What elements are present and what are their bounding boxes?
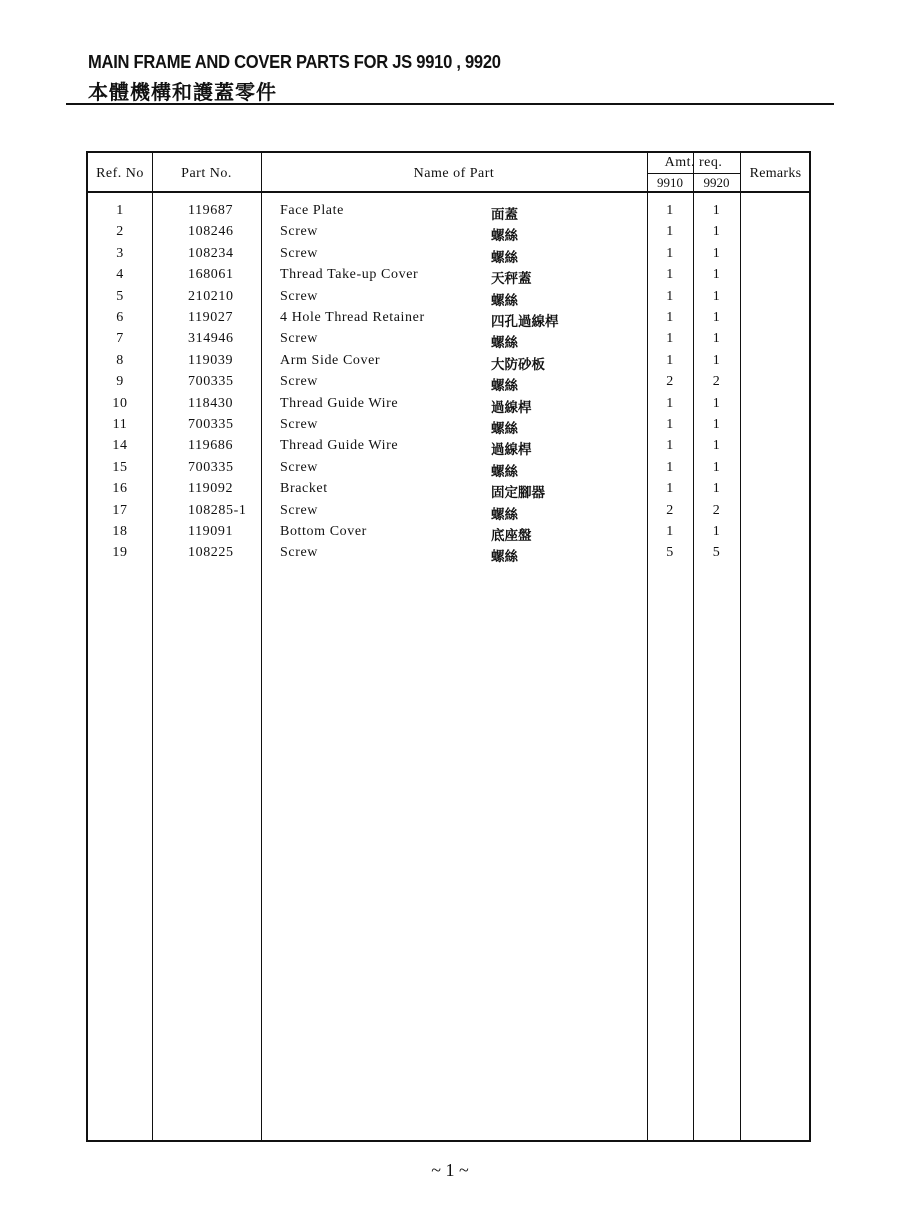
- ref-no-cell: 7: [116, 331, 124, 347]
- ref-no-cell: 3: [116, 245, 124, 261]
- part-name-zh-cell: 螺絲: [491, 506, 518, 523]
- part-name-cell: Bracket: [280, 481, 328, 497]
- table-row: [88, 289, 813, 310]
- part-no-cell: 700335: [188, 374, 234, 390]
- qty-9910-cell: 1: [666, 310, 674, 325]
- part-name-cell: Thread Take-up Cover: [280, 267, 419, 283]
- part-name-zh-cell: 螺絲: [491, 549, 518, 566]
- ref-no-cell: 1: [116, 203, 124, 218]
- ref-no-cell: 10: [112, 395, 128, 411]
- part-name-cell: Thread Guide Wire: [280, 438, 399, 454]
- part-no-cell: 314946: [188, 331, 234, 347]
- table-row: [88, 545, 813, 566]
- part-name-zh-cell: 底座盤: [491, 528, 532, 544]
- part-name-zh-cell: 螺絲: [491, 421, 518, 437]
- parts-table: [86, 151, 811, 1142]
- qty-9920-cell: 1: [712, 524, 721, 539]
- part-no-cell: 118430: [188, 395, 234, 411]
- part-name-cell: Arm Side Cover: [280, 352, 381, 368]
- part-name-zh-cell: 螺絲: [491, 228, 518, 245]
- qty-9920-cell: 1: [712, 481, 721, 497]
- header-amt-req: Amt. req.: [664, 155, 723, 170]
- qty-9920-cell: 1: [712, 417, 721, 432]
- title-divider: [66, 103, 834, 105]
- page-number: ~ 1 ~: [431, 1160, 469, 1180]
- qty-9920-cell: 5: [712, 545, 721, 561]
- part-name-cell: Screw: [280, 459, 318, 475]
- part-no-cell: 119039: [188, 352, 234, 368]
- part-name-zh-cell: 螺絲: [491, 378, 518, 395]
- part-name-cell: Screw: [280, 245, 318, 261]
- part-name-cell: Screw: [280, 224, 318, 240]
- ref-no-cell: 15: [112, 459, 128, 475]
- qty-9920-cell: 1: [712, 331, 721, 347]
- qty-9910-cell: 1: [666, 288, 674, 304]
- part-name-cell: Screw: [280, 288, 318, 304]
- table-row: [88, 331, 813, 352]
- qty-9920-cell: 1: [712, 245, 721, 261]
- part-no-cell: 108246: [188, 224, 234, 240]
- qty-9910-cell: 2: [666, 374, 674, 390]
- qty-9910-cell: 1: [666, 395, 674, 411]
- part-name-cell: Face Plate: [280, 203, 344, 218]
- qty-9920-cell: 1: [712, 438, 721, 454]
- qty-9920-cell: 1: [712, 395, 721, 411]
- part-no-cell: 168061: [188, 267, 234, 283]
- table-row: [88, 374, 813, 395]
- qty-9920-cell: 2: [712, 374, 721, 390]
- header-name-of-part: Name of Part: [413, 166, 495, 181]
- part-name-zh-cell: 天秤蓋: [491, 271, 532, 288]
- page-title-en: MAIN FRAME AND COVER PARTS FOR JS 9910 , 9920: [88, 52, 501, 72]
- table-row: [88, 460, 813, 481]
- header-model-9920: 9920: [703, 175, 730, 190]
- ref-no-cell: 16: [112, 481, 128, 497]
- qty-9910-cell: 1: [666, 224, 674, 240]
- qty-9920-cell: 1: [712, 288, 721, 304]
- qty-9920-cell: 1: [712, 310, 721, 325]
- ref-no-cell: 9: [116, 374, 124, 390]
- header-part-no: Part No.: [181, 166, 232, 181]
- header-model-9910: 9910: [657, 175, 683, 190]
- part-name-zh-cell: 固定腳器: [491, 485, 545, 502]
- table-row: [88, 481, 813, 502]
- part-no-cell: 700335: [188, 417, 234, 432]
- part-name-cell: Thread Guide Wire: [280, 395, 399, 411]
- qty-9910-cell: 1: [666, 203, 674, 218]
- ref-no-cell: 11: [112, 417, 128, 432]
- part-name-zh-cell: 過線桿: [491, 399, 532, 416]
- part-name-zh-cell: 螺絲: [491, 292, 518, 309]
- qty-9920-cell: 1: [712, 203, 721, 218]
- part-no-cell: 119687: [188, 203, 234, 218]
- table-row: [88, 417, 813, 438]
- part-name-zh-cell: 大防砂板: [491, 356, 545, 373]
- ref-no-cell: 14: [112, 438, 128, 454]
- part-name-zh-cell: 螺絲: [491, 249, 518, 266]
- part-name-cell: Screw: [280, 374, 318, 390]
- table-row: [88, 246, 813, 267]
- table-row: [88, 224, 813, 245]
- qty-9910-cell: 1: [666, 331, 674, 347]
- part-no-cell: 119027: [188, 310, 234, 325]
- qty-9920-cell: 1: [712, 267, 721, 283]
- qty-9910-cell: 2: [666, 502, 674, 518]
- header-remarks: Remarks: [749, 166, 802, 181]
- part-name-cell: Screw: [280, 417, 318, 432]
- part-no-cell: 119091: [188, 524, 234, 539]
- qty-9910-cell: 1: [666, 481, 674, 497]
- ref-no-cell: 8: [116, 352, 124, 368]
- header-bottom-rule: [88, 191, 809, 193]
- qty-9910-cell: 1: [666, 524, 674, 539]
- qty-9910-cell: 1: [666, 417, 674, 432]
- ref-no-cell: 18: [112, 524, 128, 539]
- table-row: [88, 353, 813, 374]
- part-no-cell: 119686: [188, 438, 234, 454]
- ref-no-cell: 17: [112, 502, 128, 518]
- qty-9910-cell: 1: [666, 438, 674, 454]
- header-subdivider: [647, 173, 740, 174]
- qty-9920-cell: 2: [712, 502, 721, 518]
- ref-no-cell: 19: [112, 545, 128, 561]
- part-no-cell: 108225: [188, 545, 234, 561]
- part-name-zh-cell: 過線桿: [491, 442, 532, 459]
- qty-9920-cell: 1: [712, 224, 721, 240]
- part-name-zh-cell: 螺絲: [491, 463, 518, 480]
- table-row: [88, 524, 813, 545]
- part-name-cell: Bottom Cover: [280, 524, 367, 539]
- table-row: [88, 503, 813, 524]
- part-name-cell: 4 Hole Thread Retainer: [280, 310, 425, 325]
- part-name-zh-cell: 面蓋: [491, 207, 518, 223]
- table-row: [88, 203, 813, 224]
- table-row: [88, 310, 813, 331]
- part-no-cell: 210210: [188, 288, 234, 304]
- qty-9920-cell: 1: [712, 352, 721, 368]
- page-title-zh: 本體機構和護蓋零件: [88, 80, 277, 104]
- part-name-cell: Screw: [280, 502, 318, 518]
- ref-no-cell: 6: [116, 310, 124, 325]
- qty-9910-cell: 1: [666, 267, 674, 283]
- part-name-cell: Screw: [280, 545, 318, 561]
- ref-no-cell: 2: [116, 224, 124, 240]
- table-row: [88, 396, 813, 417]
- header-ref-no: Ref. No: [96, 166, 144, 181]
- ref-no-cell: 4: [116, 267, 124, 283]
- part-no-cell: 119092: [188, 481, 234, 497]
- part-name-zh-cell: 四孔過線桿: [491, 314, 559, 330]
- part-name-cell: Screw: [280, 331, 318, 347]
- part-no-cell: 700335: [188, 459, 234, 475]
- part-name-zh-cell: 螺絲: [491, 335, 518, 352]
- part-no-cell: 108285-1: [188, 502, 247, 518]
- qty-9920-cell: 1: [712, 459, 721, 475]
- ref-no-cell: 5: [116, 288, 124, 304]
- qty-9910-cell: 1: [666, 245, 674, 261]
- qty-9910-cell: 1: [666, 352, 674, 368]
- qty-9910-cell: 1: [666, 459, 674, 475]
- table-row: [88, 438, 813, 459]
- table-row: [88, 267, 813, 288]
- qty-9910-cell: 5: [666, 545, 674, 561]
- part-no-cell: 108234: [188, 245, 234, 261]
